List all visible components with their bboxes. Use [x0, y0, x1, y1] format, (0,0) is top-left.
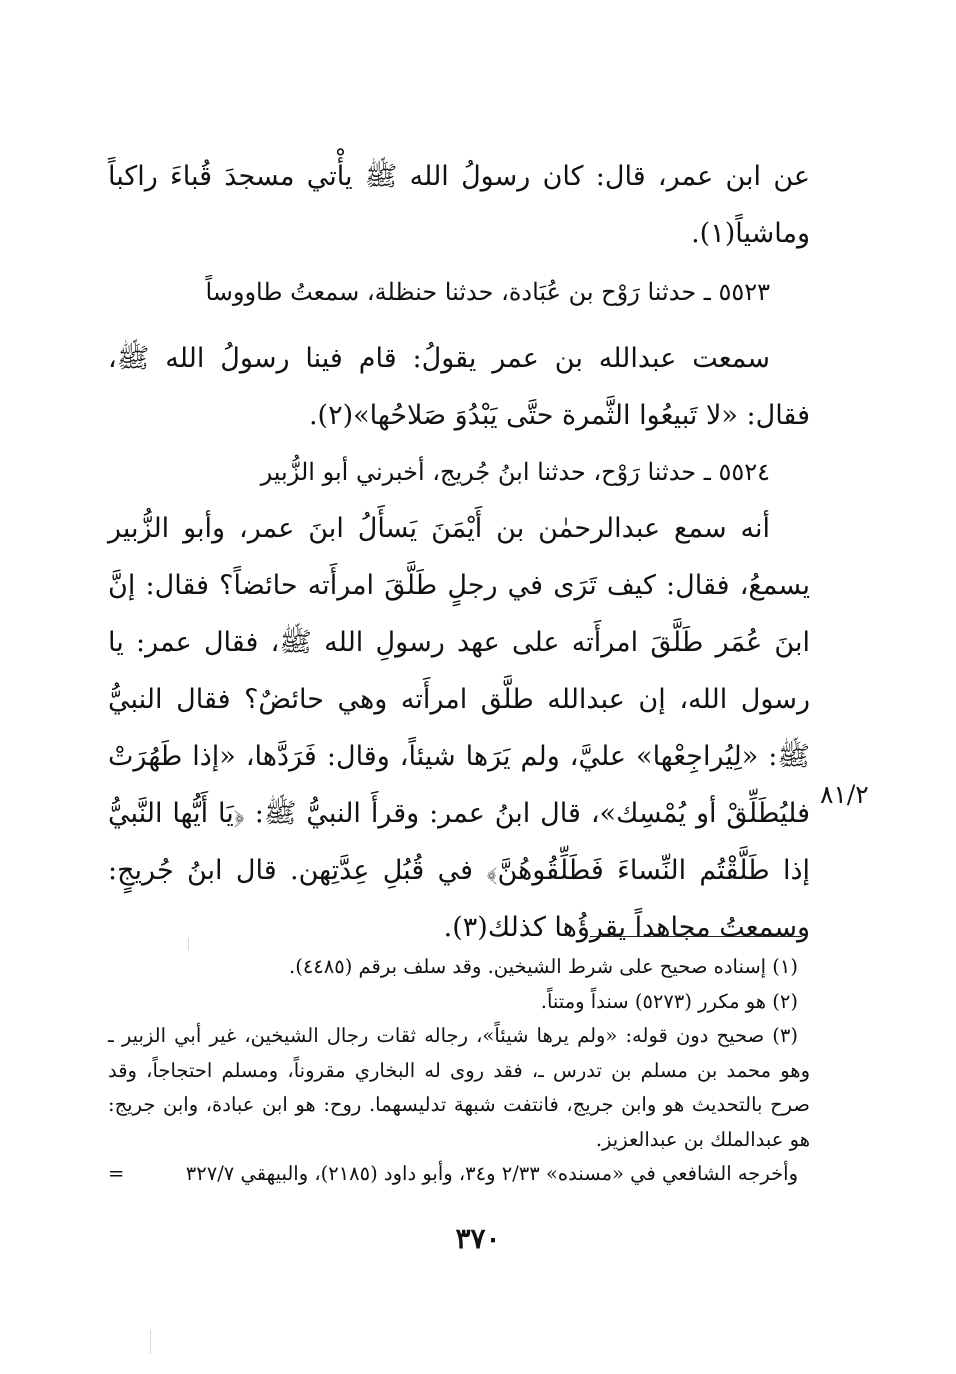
paragraph: سمعت عبدالله بن عمر يقولُ: قام فينا رسولُ الله ﷺ، فقال: «لا تَبيعُوا الثَّمرة حتَّى يَبْدُوَ صَلاحُها»(٢). [108, 343, 810, 431]
hadith-header: ٥٥٢٤ ـ حدثنا رَوْح، حدثنا ابنُ جُريج، أخبرني أبو الزُّبير [260, 458, 770, 486]
footnote: (٣) صحيح دون قوله: «ولم يرها شيئاً»، رجاله ثقات رجال الشيخين، غير أبي الزبير ـ وهو محمد بن مسلم بن تدرس ـ، فقد روى له البخاري مقروناً، ومسلم احتجاجاً، وقد صرح بالتحديث هو وابن جريج، فانتفت شبهة تدليسهما. روح: هو ابن عبادة، وابن جريج: هو عبدالملك بن عبدالعزيز. [108, 1024, 810, 1151]
hadith-body [108, 500, 810, 956]
hadith-5524 [108, 450, 810, 494]
footnote: (٢) هو مكرر (٥٢٧٣) سنداً ومتناً. [540, 989, 798, 1013]
footnotes [108, 950, 810, 1192]
scan-mark [150, 1330, 151, 1354]
page-number: ٣٧٠ [455, 1222, 501, 1255]
footnote-separator [590, 936, 802, 937]
hadith-header: ٥٥٢٣ ـ حدثنا رَوْح بن عُبَادة، حدثنا حنظلة، سمعتُ طاووساً [205, 278, 770, 306]
footnote: (١) إسناده صحيح على شرط الشيخين. وقد سلف برقم (٤٤٨٥). [289, 955, 798, 978]
margin-reference: ٨١/٢ [820, 780, 869, 809]
continuation-mark: = [108, 1162, 125, 1185]
hadith-5523 [108, 270, 810, 314]
footnote-text: وأخرجه الشافعي في «مسنده» ٢/٣٣ و٣٤، وأبو داود (٢١٨٥)، والبيهقي ٣٢٧/٧ [185, 1162, 798, 1185]
hadith-body [108, 330, 810, 444]
hadith-body [108, 148, 810, 262]
paragraph: أنه سمع عبدالرحمٰن بن أَيْمَنَ يَسأَلُ ابنَ عمر، وأبو الزُّبير يسمعُ، فقال: كيف تَرَى في رجلٍ طَلَّقَ امرأَته حائضاً؟ فقال: إنَّ ابنَ عُمَر طَلَّقَ امرأَته على عهد رسولِ الله ﷺ، فقال عمر: يا رسول الله، إن عبدالله طلَّق امرأَته وهي حائضٌ؟ فقال النبيُّ ﷺ: «لِيُراجِعْها» عليَّ، ولم يَرَها شيئاً، وقال: فَرَدَّها، «إذا طَهُرَتْ فليُطَلِّقْ أو يُمْسِك»، قال ابنُ عمر: وقرأَ النبيُّ ﷺ: ﴿يَا أَيُّها النَّبيُّ إذا طَلَّقْتُم النِّساءَ فَطَلِّقُوهُنَّ﴾ في قُبُلِ عِدَّتِهن. قال ابنُ جُريجٍ: وسمعتُ مجاهداً يقرؤُها كذلك(٣). [108, 513, 810, 943]
footnote-continued [108, 1157, 810, 1192]
paragraph: عن ابن عمر، قال: كان رسولُ الله ﷺ يأْتي مسجدَ قُباءَ راكباً وماشياً(١). [108, 161, 810, 249]
